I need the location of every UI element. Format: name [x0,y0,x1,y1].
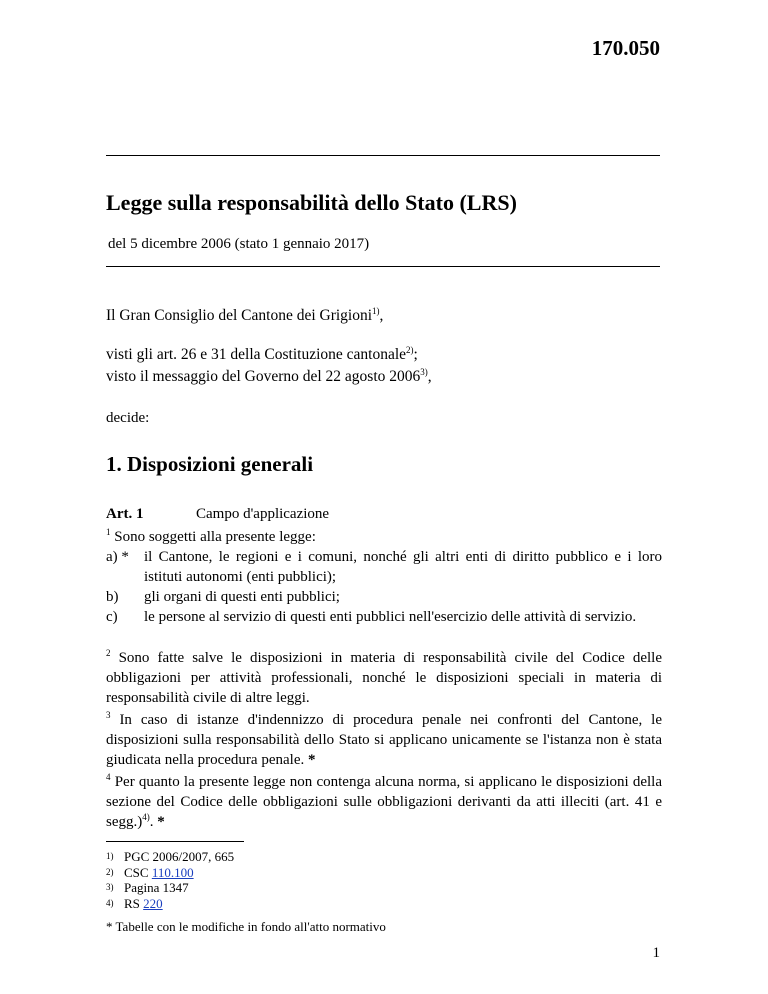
footnote-separator [106,841,244,842]
document-number: 170.050 [591,36,660,60]
footnote-text: CSC [124,864,152,880]
punct: . [149,814,154,830]
footnote-ref-1[interactable]: 1) [372,305,380,316]
footnote-number: 4) [106,897,114,908]
punct: , [427,368,432,385]
preamble-authority-text: Il Gran Consiglio del Cantone dei Grigioni [106,307,373,324]
list-label: c) [106,609,118,625]
top-rule [106,155,660,156]
article-number: Art. 1 [106,506,144,522]
paragraph-1 [106,527,662,547]
article-heading [106,506,329,523]
paragraph-3 [106,710,662,770]
amendment-mark: * [307,752,316,768]
preamble-message [106,368,432,386]
paragraph-2 [106,648,662,708]
header-rule [106,266,660,267]
paragraph-number: 3 [106,710,111,720]
footnote-number: 1) [106,851,114,861]
footnote-text: RS [124,895,144,911]
footnote-number: 2) [106,866,114,877]
law-date: del 5 dicembre 2006 (stato 1 gennaio 2017) [108,236,370,252]
footnote-ref-3[interactable]: 3) [420,366,428,377]
section-heading: 1. Disposizioni generali [106,452,314,476]
footnote-1 [106,849,234,865]
paragraph-text: Per quanto la presente legge non contenga alcuna norma, si applicano le disposizioni della sezione del Codice delle obbligazioni sulle obbligazioni derivanti da atti illeciti (art. 41 e segg.) [106,774,663,830]
list-item-b [106,587,662,607]
law-title: Legge sulla responsabilità dello Stato (LRS) [106,190,517,215]
punct: ; [413,346,418,363]
footnote-4 [106,896,163,912]
footnote-link[interactable]: 220 [143,895,163,911]
footnote-2 [106,865,194,881]
paragraph-number: 1 [106,527,111,537]
amendments-note: * Tabelle con le modifiche in fondo all'atto normativo [106,919,386,934]
article-title: Campo d'applicazione [196,506,330,522]
footnote-ref-2[interactable]: 2) [406,344,414,355]
list-text: il Cantone, le regioni e i comuni, nonché gli altri enti di diritto pubblico e i loro istituti autonomi (enti pubblici); [144,549,662,585]
preamble-message-text: visto il messaggio del Governo del 22 agosto 2006 [106,368,421,385]
footnote-number: 3) [106,882,114,892]
footnote-text: PGC 2006/2007, 665 [124,849,235,864]
preamble-decide: decide: [106,410,150,426]
footnote-link[interactable]: 110.100 [151,864,194,880]
amendment-mark: * [157,814,165,830]
paragraph-4 [106,772,662,832]
preamble-considering [106,346,418,364]
list-item-c [106,607,662,627]
paragraph-text: Sono soggetti alla presente legge: [114,529,316,545]
list-label: b) [106,589,119,605]
preamble-authority [106,307,383,325]
page-number: 1 [652,945,660,961]
footnote-3 [106,880,189,896]
list-label: a) * [106,549,129,565]
list-text: gli organi di questi enti pubblici; [144,589,340,605]
paragraph-text: Sono fatte salve le disposizioni in materia di responsabilità civile del Codice delle obbligazioni per attività professionali, nonché le disposizioni speciali in materia di responsabilità civile di altre leggi. [106,650,662,706]
punct: , [379,307,384,324]
footnote-ref-4[interactable]: 4) [142,812,150,822]
list-item-a [106,547,662,587]
preamble-considering-text: visti gli art. 26 e 31 della Costituzione cantonale [106,346,407,363]
footnote-text: Pagina 1347 [124,880,189,895]
list-text: le persone al servizio di questi enti pubblici nell'esercizio delle attività di servizio. [144,609,637,625]
paragraph-text: In caso di istanze d'indennizzo di procedura penale nei confronti del Cantone, le disposizioni sulla responsabilità dello Stato si applicano unicamente se l'istanza non è stata giudicata nella procedura penale. [106,712,662,768]
paragraph-number: 4 [106,772,111,782]
paragraph-number: 2 [106,648,111,658]
